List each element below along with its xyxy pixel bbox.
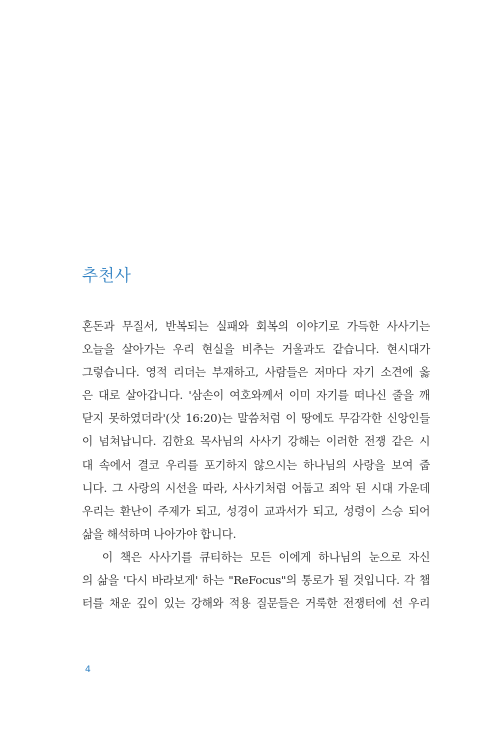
body-line: 그렇습니다. 영적 리더는 부재하고, 사람들은 저마다 자기 소견에 옳 [82, 365, 430, 380]
body-line: 삶을 해석하며 나아가야 합니다. [82, 526, 237, 541]
body-line: 의 삶을 '다시 바라보게' 하는 "ReFocus"의 통로가 될 것입니다. 각 챕 [82, 573, 430, 588]
body-line: 이 넘쳐납니다. 김한요 목사님의 사사기 강해는 이러한 전쟁 같은 시 [82, 434, 430, 449]
recommendation-body [82, 315, 430, 615]
body-line: 우리는 환난이 주제가 되고, 성경이 교과서가 되고, 성령이 스승 되어 [82, 503, 430, 518]
body-line: 은 대로 살아갑니다. '삼손이 여호와께서 이미 자기를 떠나신 줄을 깨 [82, 388, 430, 403]
body-line: 오늘을 살아가는 우리 현실을 비추는 거울과도 같습니다. 현시대가 [82, 342, 430, 357]
page-number: 4 [85, 665, 91, 675]
body-line: 닫지 못하였더라'(삿 16:20)는 말씀처럼 이 땅에도 무감각한 신앙인들 [82, 411, 430, 426]
body-line: 터를 채운 깊이 있는 강해와 적용 질문들은 거룩한 전쟁터에 선 우리 [82, 596, 430, 611]
body-line: 대 속에서 결코 우리를 포기하지 않으시는 하나님의 사랑을 보여 줍 [82, 457, 430, 472]
body-line: 혼돈과 무질서, 반복되는 실패와 회복의 이야기로 가득한 사사기는 [82, 319, 430, 333]
body-line: 이 책은 사사기를 큐티하는 모든 이에게 하나님의 눈으로 자신 [102, 549, 430, 564]
section-heading: 추천사 [82, 266, 132, 285]
body-line: 니다. 그 사랑의 시선을 따라, 사사기처럼 어둡고 죄악 된 시대 가운데 [82, 480, 430, 495]
